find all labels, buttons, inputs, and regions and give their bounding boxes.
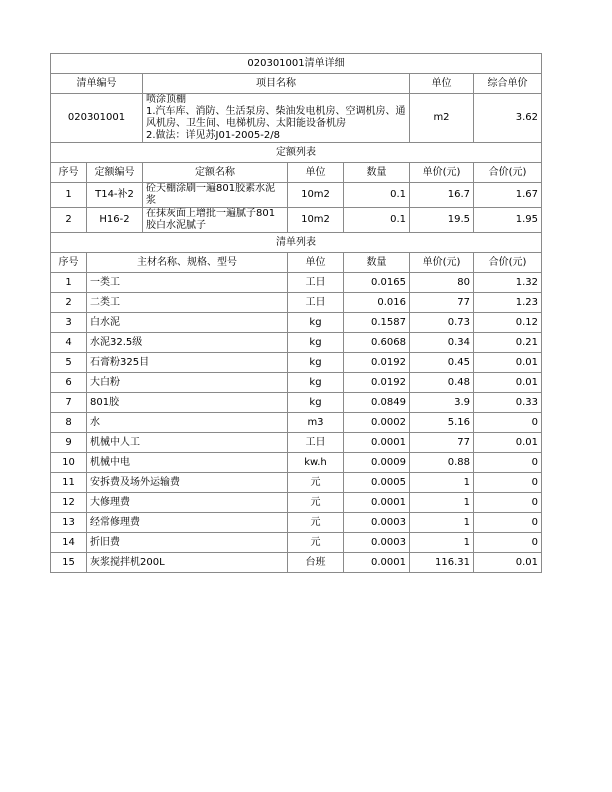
- material-unit: kg: [288, 313, 344, 333]
- material-name: 水泥32.5级: [87, 333, 288, 353]
- item-desc-line: 2.做法：详见苏J01-2005-2/8: [146, 130, 280, 141]
- material-row: [51, 553, 542, 573]
- material-header-row: [51, 253, 542, 273]
- material-total: 0.01: [474, 353, 542, 373]
- quota-name: 砼天棚涂刷一遍801胶素水泥浆: [143, 183, 288, 208]
- quota-row: [51, 183, 542, 208]
- material-name: 经常修理费: [87, 513, 288, 533]
- item-desc-line: 1.汽车库、消防、生活泵房、柴油发电机房、空调机房、通风机房、卫生间、电梯机房、太阳能设备机房: [146, 106, 406, 129]
- quota-seq: 2: [51, 208, 87, 233]
- material-total: 0.21: [474, 333, 542, 353]
- quota-code: T14-补2: [87, 183, 143, 208]
- item-code: 020301001: [51, 94, 143, 143]
- material-row: [51, 493, 542, 513]
- material-unit: kw.h: [288, 453, 344, 473]
- material-seq: 2: [51, 293, 87, 313]
- material-name: 水: [87, 413, 288, 433]
- material-row: [51, 373, 542, 393]
- material-total: 0: [474, 533, 542, 553]
- material-row: [51, 273, 542, 293]
- material-row: [51, 433, 542, 453]
- material-total: 0.12: [474, 313, 542, 333]
- material-qty: 0.0003: [344, 533, 410, 553]
- material-name: 一类工: [87, 273, 288, 293]
- material-name: 二类工: [87, 293, 288, 313]
- material-total: 0: [474, 513, 542, 533]
- material-section-title: 清单列表: [51, 233, 542, 253]
- material-qty: 0.0009: [344, 453, 410, 473]
- material-qty: 0.0002: [344, 413, 410, 433]
- material-price: 0.34: [410, 333, 474, 353]
- item-header-row: [51, 74, 542, 94]
- material-unit: 工日: [288, 273, 344, 293]
- quota-total: 1.67: [474, 183, 542, 208]
- quota-seq-header: 序号: [51, 163, 87, 183]
- item-row: [51, 94, 542, 143]
- material-price: 0.88: [410, 453, 474, 473]
- material-total: 0: [474, 473, 542, 493]
- material-name: 大修理费: [87, 493, 288, 513]
- material-price: 77: [410, 293, 474, 313]
- quota-price: 19.5: [410, 208, 474, 233]
- material-row: [51, 353, 542, 373]
- material-qty: 0.0005: [344, 473, 410, 493]
- material-name: 大白粉: [87, 373, 288, 393]
- quota-price: 16.7: [410, 183, 474, 208]
- material-seq: 15: [51, 553, 87, 573]
- material-qty: 0.0001: [344, 553, 410, 573]
- material-qty: 0.0192: [344, 353, 410, 373]
- quota-qty: 0.1: [344, 208, 410, 233]
- quota-unit-header: 单位: [288, 163, 344, 183]
- quota-section-title: 定额列表: [51, 143, 542, 163]
- material-row: [51, 293, 542, 313]
- material-name: 安拆费及场外运输费: [87, 473, 288, 493]
- material-qty: 0.016: [344, 293, 410, 313]
- material-price: 0.48: [410, 373, 474, 393]
- material-name-header: 主材名称、规格、型号: [87, 253, 288, 273]
- material-unit: 元: [288, 493, 344, 513]
- material-unit: 元: [288, 513, 344, 533]
- material-total: 0: [474, 453, 542, 473]
- quota-unit: 10m2: [288, 183, 344, 208]
- material-total: 0.01: [474, 433, 542, 453]
- quota-qty: 0.1: [344, 183, 410, 208]
- material-seq: 13: [51, 513, 87, 533]
- material-qty-header: 数量: [344, 253, 410, 273]
- material-unit: kg: [288, 373, 344, 393]
- material-name: 灰浆搅拌机200L: [87, 553, 288, 573]
- material-unit: 元: [288, 473, 344, 493]
- material-total: 0: [474, 493, 542, 513]
- material-seq-header: 序号: [51, 253, 87, 273]
- material-qty: 0.1587: [344, 313, 410, 333]
- code-header: 清单编号: [51, 74, 143, 94]
- material-qty: 0.0001: [344, 433, 410, 453]
- material-seq: 10: [51, 453, 87, 473]
- material-price: 3.9: [410, 393, 474, 413]
- quota-qty-header: 数量: [344, 163, 410, 183]
- material-price: 116.31: [410, 553, 474, 573]
- material-unit: 台班: [288, 553, 344, 573]
- material-price-header: 单价(元): [410, 253, 474, 273]
- material-unit-header: 单位: [288, 253, 344, 273]
- material-seq: 6: [51, 373, 87, 393]
- material-unit: m3: [288, 413, 344, 433]
- material-qty: 0.0165: [344, 273, 410, 293]
- price-header: 综合单价: [474, 74, 542, 94]
- material-seq: 7: [51, 393, 87, 413]
- material-seq: 3: [51, 313, 87, 333]
- material-price: 5.16: [410, 413, 474, 433]
- material-unit: 工日: [288, 293, 344, 313]
- material-price: 1: [410, 473, 474, 493]
- material-name: 石膏粉325目: [87, 353, 288, 373]
- material-row: [51, 313, 542, 333]
- material-name: 机械中电: [87, 453, 288, 473]
- item-unit: m2: [410, 94, 474, 143]
- bill-detail-table: [50, 53, 542, 573]
- quota-total: 1.95: [474, 208, 542, 233]
- quota-price-header: 单价(元): [410, 163, 474, 183]
- quota-header-row: [51, 163, 542, 183]
- material-name: 白水泥: [87, 313, 288, 333]
- material-seq: 9: [51, 433, 87, 453]
- material-section-title-row: [51, 233, 542, 253]
- material-total: 1.32: [474, 273, 542, 293]
- material-row: [51, 513, 542, 533]
- material-name: 801胶: [87, 393, 288, 413]
- material-price: 80: [410, 273, 474, 293]
- quota-name: 在抹灰面上增批一遍腻子801胶白水泥腻子: [143, 208, 288, 233]
- material-seq: 14: [51, 533, 87, 553]
- material-qty: 0.0192: [344, 373, 410, 393]
- material-qty: 0.0003: [344, 513, 410, 533]
- name-header: 项目名称: [143, 74, 410, 94]
- material-unit: kg: [288, 393, 344, 413]
- quota-row: [51, 208, 542, 233]
- item-price: 3.62: [474, 94, 542, 143]
- material-price: 1: [410, 513, 474, 533]
- material-qty: 0.0849: [344, 393, 410, 413]
- unit-header: 单位: [410, 74, 474, 94]
- material-name: 折旧费: [87, 533, 288, 553]
- material-name: 机械中人工: [87, 433, 288, 453]
- quota-code: H16-2: [87, 208, 143, 233]
- material-unit: 工日: [288, 433, 344, 453]
- material-total: 0.33: [474, 393, 542, 413]
- quota-code-header: 定额编号: [87, 163, 143, 183]
- sheet-title: 020301001清单详细: [51, 54, 542, 74]
- material-price: 1: [410, 533, 474, 553]
- quota-unit: 10m2: [288, 208, 344, 233]
- material-total: 0.01: [474, 373, 542, 393]
- material-row: [51, 333, 542, 353]
- material-seq: 12: [51, 493, 87, 513]
- material-unit: kg: [288, 333, 344, 353]
- material-price: 1: [410, 493, 474, 513]
- material-total: 1.23: [474, 293, 542, 313]
- material-seq: 8: [51, 413, 87, 433]
- quota-seq: 1: [51, 183, 87, 208]
- material-row: [51, 473, 542, 493]
- quota-section-title-row: [51, 143, 542, 163]
- quota-name-header: 定额名称: [143, 163, 288, 183]
- material-row: [51, 533, 542, 553]
- material-price: 0.45: [410, 353, 474, 373]
- material-price: 77: [410, 433, 474, 453]
- material-price: 0.73: [410, 313, 474, 333]
- material-seq: 5: [51, 353, 87, 373]
- item-desc-line: 喷涂顶棚: [146, 94, 186, 105]
- material-seq: 1: [51, 273, 87, 293]
- material-seq: 11: [51, 473, 87, 493]
- material-qty: 0.6068: [344, 333, 410, 353]
- material-row: [51, 393, 542, 413]
- material-unit: 元: [288, 533, 344, 553]
- title-row: [51, 54, 542, 74]
- material-row: [51, 453, 542, 473]
- material-qty: 0.0001: [344, 493, 410, 513]
- material-total-header: 合价(元): [474, 253, 542, 273]
- material-seq: 4: [51, 333, 87, 353]
- item-description: [143, 94, 410, 143]
- quota-total-header: 合价(元): [474, 163, 542, 183]
- material-unit: kg: [288, 353, 344, 373]
- material-row: [51, 413, 542, 433]
- material-rows: [51, 273, 542, 573]
- material-total: 0.01: [474, 553, 542, 573]
- material-total: 0: [474, 413, 542, 433]
